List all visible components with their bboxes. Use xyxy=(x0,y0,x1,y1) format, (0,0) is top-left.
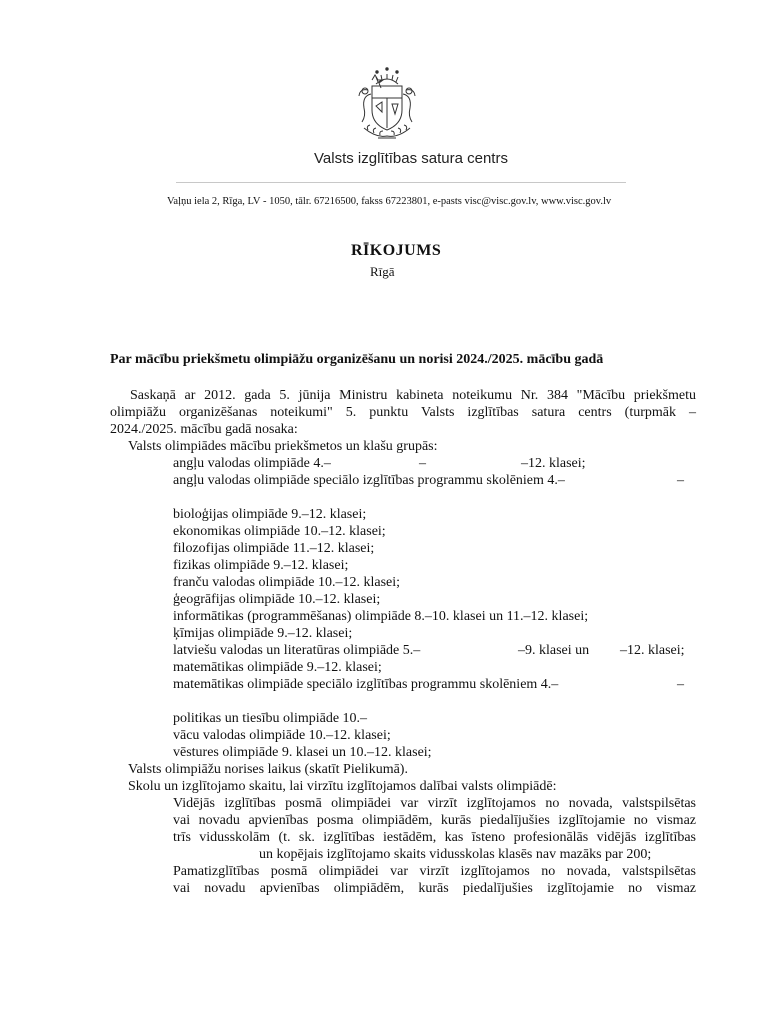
list-item: franču valodas olimpiāde 10.–12. klasei; xyxy=(173,575,401,590)
list-item: –12. klasei; xyxy=(620,643,685,658)
list-item: – xyxy=(677,677,684,692)
section-1-heading: Valsts olimpiādes mācību priekšmetos un klašu grupās: xyxy=(128,439,438,454)
list-item: angļu valodas olimpiāde speciālo izglītības programmu skolēniem 4.– xyxy=(173,473,565,488)
intro-line-1: Saskaņā ar 2012. gada 5. jūnija Ministru kabineta noteikumu Nr. 384 "Mācību priekšmetu xyxy=(130,388,696,403)
section-3-paragraph-1-line-2: vai novadu apvienības posma olimpiādēm, kurās piedalījušies izglītojamie no vismaz xyxy=(173,813,696,828)
list-item: ķīmijas olimpiāde 9.–12. klasei; xyxy=(173,626,353,641)
list-item: – xyxy=(419,456,426,471)
list-item: –9. klasei un xyxy=(518,643,590,658)
list-item: ekonomikas olimpiāde 10.–12. klasei; xyxy=(173,524,386,539)
document-place: Rīgā xyxy=(370,264,395,279)
list-item: vācu valodas olimpiāde 10.–12. klasei; xyxy=(173,728,391,743)
coat-of-arms-logo xyxy=(354,66,420,144)
list-item: matemātikas olimpiāde speciālo izglītības programmu skolēniem 4.– xyxy=(173,677,559,692)
list-item: politikas un tiesību olimpiāde 10.– xyxy=(173,711,368,726)
document-title: RĪKOJUMS xyxy=(351,242,442,259)
section-3-paragraph-2-line-1: Pamatizglītības posmā olimpiādei var virzīt izglītojamos no novada, valstspilsētas xyxy=(173,864,696,879)
section-2-text: Valsts olimpiāžu norises laikus (skatīt Pielikumā). xyxy=(128,762,408,777)
list-item: –12. klasei; xyxy=(521,456,586,471)
intro-line-3: 2024./2025. mācību gadā nosaka: xyxy=(110,422,298,437)
list-item: matemātikas olimpiāde 9.–12. klasei; xyxy=(173,660,382,675)
list-item: vēstures olimpiāde 9. klasei un 10.–12. klasei; xyxy=(173,745,432,760)
section-3-paragraph-1-line-1: Vidējās izglītības posmā olimpiādei var virzīt izglītojamos no novada, valstspilsētas xyxy=(173,796,696,811)
list-item: fizikas olimpiāde 9.–12. klasei; xyxy=(173,558,349,573)
list-item: ģeogrāfijas olimpiāde 10.–12. klasei; xyxy=(173,592,381,607)
list-item: angļu valodas olimpiāde 4.– xyxy=(173,456,331,471)
list-item: latviešu valodas un literatūras olimpiāde 5.– xyxy=(173,643,421,658)
organization-name: Valsts izglītības satura centrs xyxy=(314,150,508,167)
section-3-paragraph-2-line-2: vai novadu apvienības olimpiādēm, kurās piedalījušies izglītojamie no vismaz xyxy=(173,881,696,896)
list-item: filozofijas olimpiāde 11.–12. klasei; xyxy=(173,541,375,556)
document-subject: Par mācību priekšmetu olimpiāžu organizēšanu un norisi 2024./2025. mācību gadā xyxy=(110,352,604,367)
intro-line-2: olimpiāžu organizēšanas noteikumi" 5. punktu Valsts izglītības satura centrs (turpmāk – xyxy=(110,405,696,420)
section-3-heading: Skolu un izglītojamo skaitu, lai virzītu izglītojamos dalībai valsts olimpiādē: xyxy=(128,779,557,794)
contact-line: Vaļņu iela 2, Rīga, LV - 1050, tālr. 67216500, fakss 67223801, e-pasts visc@visc.gov.lv, www.visc.gov.lv xyxy=(167,196,612,207)
header-divider xyxy=(176,182,626,183)
list-item: – xyxy=(677,473,684,488)
list-item: informātikas (programmēšanas) olimpiāde 8.–10. klasei un 11.–12. klasei; xyxy=(173,609,589,624)
list-item: bioloģijas olimpiāde 9.–12. klasei; xyxy=(173,507,367,522)
section-3-paragraph-1-line-4: un kopējais izglītojamo skaits vidusskolas klasēs nav mazāks par 200; xyxy=(259,847,652,862)
section-3-paragraph-1-line-3: trīs vidusskolām (t. sk. izglītības iestādēm, kas īsteno profesionālās vidējās izglītības xyxy=(173,830,696,845)
